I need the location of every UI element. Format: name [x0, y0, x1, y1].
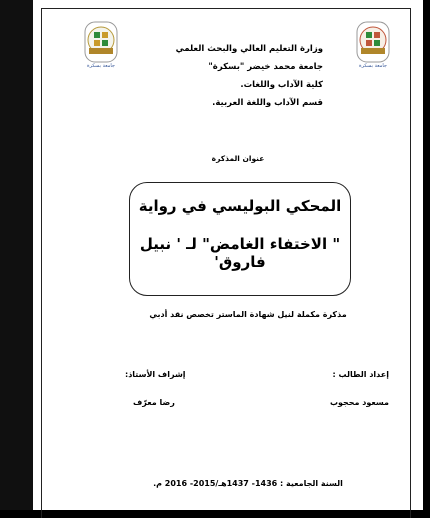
university-line: جامعة محمد خيضر "بسكرة" [208, 62, 323, 72]
ministry-line: وزارة التعليم العالي والبحث العلمي [175, 44, 323, 54]
thesis-title-line-2: " الاختفاء الغامض" لـ ' نبيل فاروق' [139, 235, 341, 271]
academic-year: السنة الجامعية : 1436- 1437هـ/2015- 2016 م. [153, 479, 343, 488]
student-label: إعداد الطالب : [332, 370, 389, 379]
scan-edge [0, 0, 33, 510]
department-line: قسم الآداب واللغة العربية. [212, 98, 323, 108]
university-emblem-left [81, 20, 121, 72]
institution-header [143, 40, 323, 112]
svg-text:جامعة بسكرة: جامعة بسكرة [87, 63, 115, 69]
supervisor-label: إشراف الأستاذ: [125, 370, 186, 379]
thesis-title-label: عنوان المذكرة [211, 154, 265, 163]
document-page [33, 0, 423, 510]
thesis-title-line-1: المحكي البوليسي في رواية [138, 197, 342, 215]
thesis-purpose: مذكرة مكملة لنيل شهادة الماستر تخصص نقد أدبي [149, 310, 347, 319]
student-name: مسعود محجوب [329, 398, 389, 407]
supervisor-name: رضا معرّف [133, 398, 175, 407]
university-emblem-right [353, 20, 393, 72]
title-box [129, 182, 351, 296]
faculty-line: كلية الآداب واللغات. [240, 80, 323, 90]
svg-text:جامعة بسكرة: جامعة بسكرة [359, 63, 387, 69]
